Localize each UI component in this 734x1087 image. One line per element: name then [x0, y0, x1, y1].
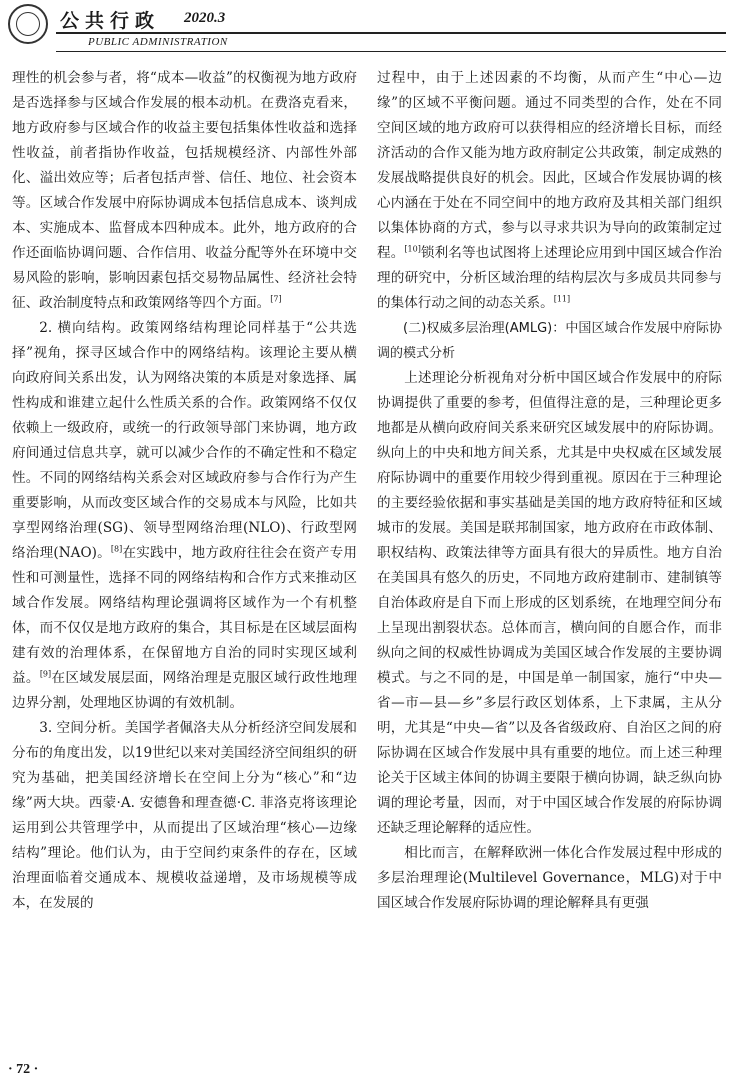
paragraph: 过程中，由于上述因素的不均衡，从而产生“中心—边缘”的区域不平衡问题。通过不同类型的合作，处在不同空间区域的地方政府可以获得相应的经济增长目标，而经济活动的合作又能为地方政府制定公共政策，制定成熟的发展战略提供良好的机会。因此，区域合作发展协调的核心内涵在于处在不同空间中的地方政府及其相关部门组织以集体协商的方式，参与以寻求共识为导向的政策制定过程。[10]锁利名等也试图将上述理论应用到中国区域合作治理的研究中，分析区域治理的结构层次与多成员共同参与的集体行动之间的动态关系。[11] [377, 70, 723, 311]
paragraph: 相比而言，在解释欧洲一体化合作发展过程中形成的多层治理理论(Multilevel Governance，MLG)对于中国区域合作发展府际协调的理论解释具有更强 [377, 845, 722, 911]
page-header [8, 4, 726, 54]
page-number: · 72 · [8, 1062, 39, 1077]
issue-number: 2020.3 [184, 10, 226, 26]
journal-seal-icon [8, 4, 48, 44]
left-column [12, 66, 357, 916]
paragraph: 3. 空间分析。美国学者佩洛夫从分析经济空间发展和分布的角度出发，以19世纪以来对美国经济空间组织的研究为基础，把美国经济增长在空间上分为“核心”和“边缘”两大块。西蒙·A. 安德鲁和理查德·C. 菲洛克将该理论运用到公共管理学中，从而提出了区域治理“核心—边缘结构”理论。他们认为，由于空间约束条件的存在，区域治理面临着交通成本、规模收益递增，及市场规模等成本，在发展的 [12, 720, 357, 911]
right-column [377, 66, 722, 916]
journal-title-cn: 公共行政 [60, 10, 161, 32]
section-heading: (二)权威多层治理(AMLG)：中国区域合作发展中府际协调的模式分析 [377, 321, 722, 361]
paragraph: 上述理论分析视角对分析中国区域合作发展中的府际协调提供了重要的参考，但值得注意的是，三种理论更多地都是从横向政府间关系来研究区域发展中的府际协调。纵向上的中央和地方间关系，尤其是中央权威在区域发展府际协调中的重要作用较少得到重视。原因在于三种理论的主要经验依据和事实基础是美国的地方政府特征和区域城市的发展。美国是联邦制国家，地方政府在市政体制、职权结构、政策法律等方面具有很大的异质性。地方自治在美国具有悠久的历史，不同地方政府建制市、建制镇等自治体政府是自下而上形成的区划系统，在地理空间分布上呈现出割裂状态。总体而言，横向间的自愿合作，而非纵向之间的权威性协调成为美国区域合作发展的主要协调模式。与之不同的是，中国是单一制国家，施行“中央—省—市—县—乡”多层行政区划体系，上下隶属，主从分明，尤其是“中央—省”以及各省级政府、自治区之间的府际协调在区域合作发展中具有重要的地位。而上述三种理论关于区域主体间的协调主要限于横向协调，缺乏纵向协调的理论考量，因而，对于中国区域合作发展的府际协调还缺乏理论解释的适应性。 [377, 370, 722, 836]
paragraph: 理性的机会参与者，将“成本—收益”的权衡视为地方政府是否选择参与区域合作发展的根本动机。在费洛克看来，地方政府参与区域合作的收益主要包括集体性收益和选择性收益，前者指协作收益，包括规模经济、内部性外部化、溢出效应等；后者包括声誉、信任、地位、社会资本等。区域合作发展中府际协调成本包括信息成本、谈判成本、实施成本、监督成本四种成本。此外，地方政府的合作还面临协调问题、合作信用、收益分配等外在环境中交易风险的影响，影响因素包括交易物品属性、经济社会特征、政治制度特点和政策网络等四个方面。[7] [12, 70, 357, 311]
header-rule [56, 32, 726, 34]
journal-title-en: PUBLIC ADMINISTRATION [88, 36, 228, 48]
header-rule-bottom [56, 51, 726, 52]
paragraph: 2. 横向结构。政策网络结构理论同样基于“公共选择”视角，探寻区域合作中的网络结构。该理论主要从横向政府间关系出发，认为网络决策的本质是对象选择、属性构成和谁建立起什么性质关系的合作。政策网络不仅仅依赖上一级政府，或统一的行政领导部门来协调，地方政府间通过信息共享，就可以减少合作的不确定性和不稳定性。不同的网络结构关系会对区域政府参与合作行为产生重要影响，从而改变区域合作的交易成本与风险，比如共享型网络治理(SG)、领导型网络治理(NLO)、行政型网络治理(NAO)。[8]在实践中，地方政府往往会在资产专用性和可测量性，选择不同的网络结构和合作方式来推动区域合作发展。网络结构理论强调将区域作为一个有机整体，而不仅仅是地方政府的集合，其目标是在区域层面构建有效的治理体系，在保留地方自治的同时实现区域利益。[9]在区域发展层面，网络治理是克服区域行政性地理边界分割，处理地区协调的有效机制。 [12, 320, 358, 711]
